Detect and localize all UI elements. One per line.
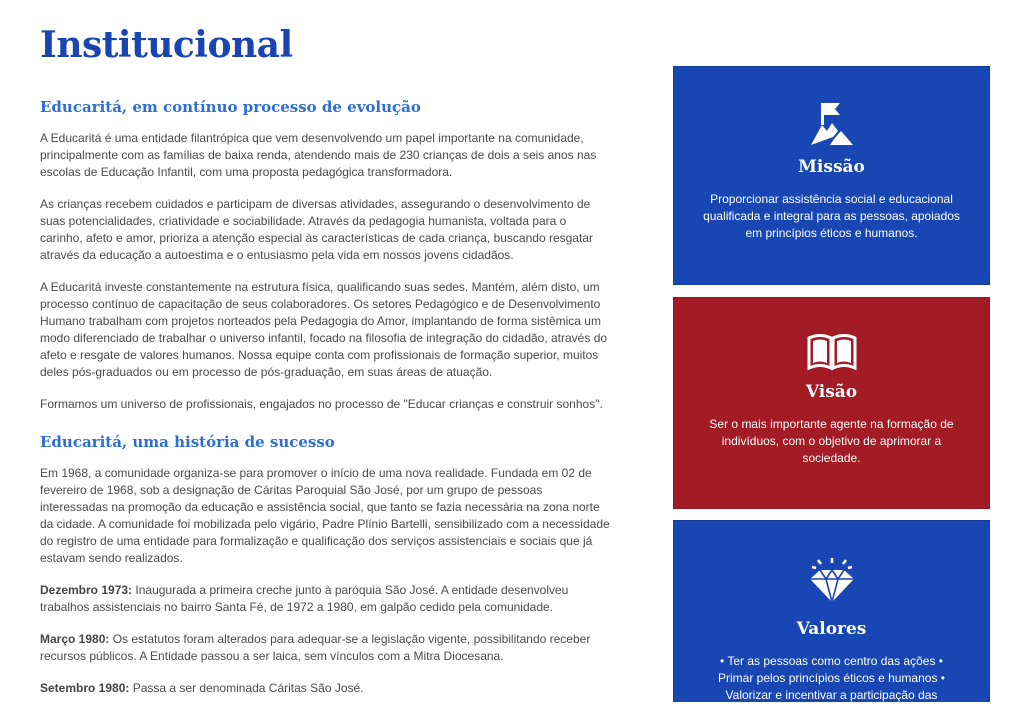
paragraph: A Educaritá investe constantemente na estrutura física, qualificando suas sedes. Mantém, além disto, um processo contínuo de capacitação de seus colaboradores. Os setores Pedagógico e de Desenvolvimento Humano trabalham com projetos norteados pela Pedagogia do Amor, implantando de forma sistêmica um modo diferenciado de trabalhar o universo infantil, focado na filosofia de integração do cidadão, através do afeto e resgate de valores humanos. Nossa equipe conta com profissionais de formação superior, muitos deles pós-graduados ou em processo de pós-graduação, em suas áreas de atuação. — [40, 280, 608, 379]
paragraph: A Educaritá é uma entidade filantrópica que vem desenvolvendo um papel importante na comunidade, principalmente com as famílias de baixa renda, atendendo mais de 230 crianças de dois a seis anos nas escolas de Educação Infantil, com uma proposta pedagógica transformadora. — [40, 131, 597, 179]
event-text: Os estatutos foram alterados para adequar-se a legislação vigente, possibilitando receber recursos públicos. A Entidade passou a ser laica, sem vínculos com a Mitra Diocesana. — [40, 632, 591, 663]
value-line: • Ter as pessoas como centro das ações • — [720, 654, 943, 668]
history-event — [40, 582, 612, 616]
event-text: Inaugurada a primeira creche junto à paróquia São José. A entidade desenvolveu trabalhos assistenciais no bairro Santa Fé, de 1972 a 1980, em galpão cedido pela comunidade. — [40, 583, 569, 614]
card-title: Valores — [796, 619, 867, 639]
card-text: Ser o mais importante agente na formação de indivíduos, com o objetivo de aprimorar a sociedade. — [709, 417, 954, 465]
diamond-icon — [808, 557, 856, 603]
card-text — [702, 653, 962, 704]
value-line: Primar pelos princípios éticos e humanos • — [718, 671, 945, 685]
event-date: Março 1980: — [40, 632, 110, 646]
paragraph: Em 1968, a comunidade organiza-se para promover o início de uma nova realidade. Fundada em 02 de fevereiro de 1968, sob a designação de Cáritas Paroquial São José, por um grupo de pessoas interessadas na promoção da educação e assistência social, que tanto se fazia necessária na zona norte da cidade. A comunidade foi mobilizada pelo vigário, Padre Plínio Bartelli, sensibilizado com a necessidade do registro de uma entidade para formalização e qualificação dos serviços assistenciais e sociais que já estavam sendo realizados. — [40, 466, 610, 565]
page-title: Institucional — [40, 24, 293, 66]
value-line: Valorizar e incentivar a participação das — [725, 688, 938, 702]
card-missao — [673, 66, 990, 285]
history-event — [40, 680, 612, 697]
event-text: Passa a ser denominada Cáritas São José. — [129, 681, 364, 695]
paragraph: As crianças recebem cuidados e participam de diversas atividades, assegurando o desenvolvimento de suas potencialidades, criatividade e sociabilidade. Através da pedagogia humanista, voltada para o carinho, afeto e amor, prioriza a atenção especial às características de cada criança, buscando resgatar através da educação a autoestima e o entusiasmo pela vida em nossos jovens cidadãos. — [40, 197, 593, 262]
card-valores — [673, 520, 990, 702]
paragraph: Formamos um universo de profissionais, engajados no processo de "Educar crianças e construir sonhos". — [40, 397, 603, 411]
card-text: Proporcionar assistência social e educacional qualificada e integral para as pessoas, apoiados em princípios éticos e humanos. — [703, 192, 960, 240]
event-date: Setembro 1980: — [40, 681, 130, 695]
section-heading-historia: Educaritá, uma história de sucesso — [40, 433, 335, 451]
main-content — [40, 98, 612, 712]
card-title: Missão — [798, 157, 865, 177]
flag-mountain-icon — [808, 101, 856, 147]
open-book-icon — [807, 332, 857, 372]
card-visao — [673, 297, 990, 509]
card-title: Visão — [805, 382, 858, 402]
section-heading-evolucao: Educaritá, em contínuo processo de evolução — [40, 98, 421, 116]
event-date: Dezembro 1973: — [40, 583, 133, 597]
history-event — [40, 631, 612, 665]
